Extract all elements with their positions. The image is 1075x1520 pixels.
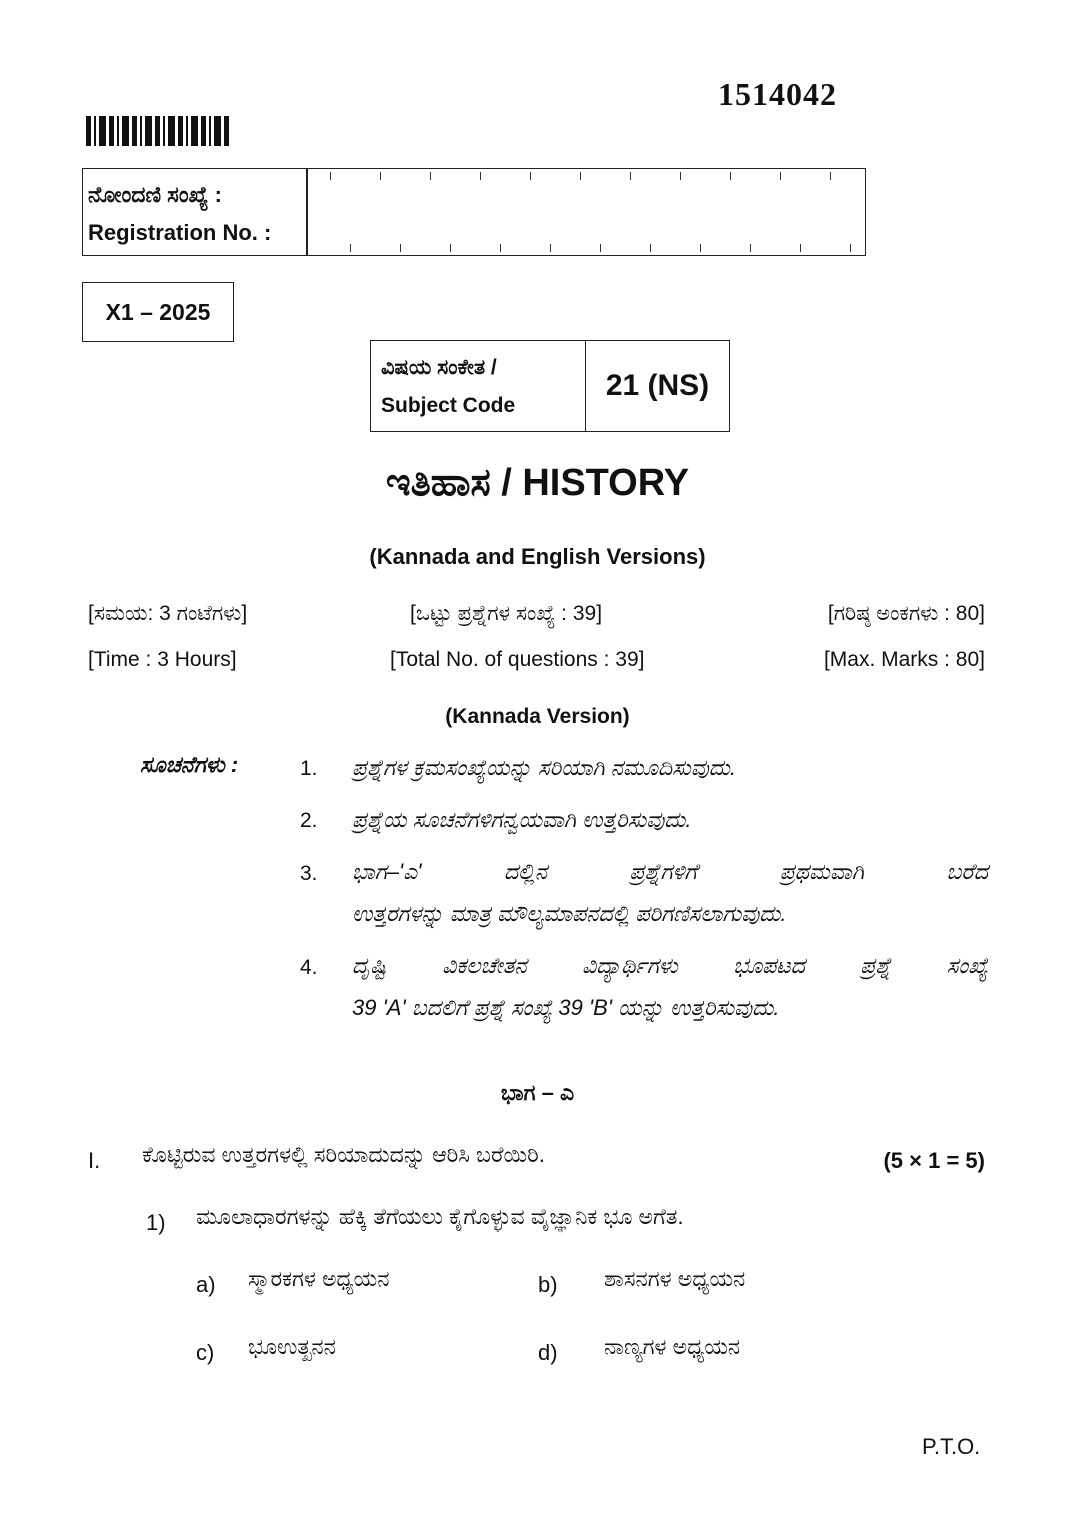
time-kn: [ಸಮಯ: 3 ಗಂಟೆಗಳು]	[88, 602, 248, 625]
subject-code-label-kn: ವಿಷಯ ಸಂಕೇತ /	[381, 356, 497, 379]
instruction-number: 2.	[300, 809, 318, 832]
page-turn-over: P.T.O.	[922, 1434, 981, 1459]
part-label: ಭಾಗ – ಎ	[500, 1080, 575, 1105]
registration-tick	[800, 244, 801, 252]
section-marks: (5 × 1 = 5)	[883, 1148, 985, 1173]
marks-kn: [ಗರಿಷ್ಠ ಅಂಕಗಳು : 80]	[827, 602, 985, 625]
registration-tick	[550, 244, 551, 252]
registration-tick	[680, 172, 681, 180]
time-en: [Time : 3 Hours]	[88, 648, 237, 671]
subject-code-label	[371, 341, 586, 431]
registration-tick	[730, 172, 731, 180]
instruction-text: ಭಾಗ–'ಎ' ದಲ್ಲಿನ ಪ್ರಶ್ನೆಗಳಿಗೆ ಪ್ರಥಮವಾಗಿ ಬರೆದ	[352, 859, 988, 884]
barcode-icon	[86, 116, 232, 146]
instruction-text: 39 'A' ಬದಲಿಗೆ ಪ್ರಶ್ನೆ ಸಂಖ್ಯೆ 39 'B' ಯನ್ನು ಉತ್ತರಿಸುವುದು.	[352, 995, 780, 1020]
instructions-title: ಸೂಚನೆಗಳು :	[140, 752, 239, 777]
registration-tick	[450, 244, 451, 252]
registration-number-field[interactable]	[310, 172, 862, 252]
registration-tick	[580, 172, 581, 180]
registration-divider	[306, 168, 308, 256]
questions-en: [Total No. of questions : 39]	[390, 648, 645, 671]
registration-tick	[400, 244, 401, 252]
instruction-number: 3.	[300, 862, 318, 885]
option-text: ಸ್ಮಾರಕಗಳ ಅಧ್ಯಯನ	[248, 1266, 390, 1291]
registration-label	[88, 176, 308, 252]
option-text: ನಾಣ್ಯಗಳ ಅಧ್ಯಯನ	[604, 1334, 741, 1359]
registration-tick	[600, 244, 601, 252]
registration-tick	[850, 244, 851, 252]
question-number: 1)	[146, 1210, 166, 1235]
page-subtitle: (Kannada and English Versions)	[369, 544, 706, 569]
option-label: c)	[196, 1340, 215, 1365]
marks-en: [Max. Marks : 80]	[823, 648, 985, 671]
option-label: b)	[538, 1272, 558, 1297]
registration-tick	[700, 244, 701, 252]
section-number: I.	[88, 1148, 101, 1173]
registration-tick	[650, 244, 651, 252]
registration-tick	[380, 172, 381, 180]
registration-tick	[330, 172, 331, 180]
section-instruction: ಕೊಟ್ಟಿರುವ ಉತ್ತರಗಳಲ್ಲಿ ಸರಿಯಾದುದನ್ನು ಆರಿಸಿ ಬರೆಯಿರಿ.	[142, 1142, 545, 1167]
registration-label-en: Registration No. :	[88, 220, 272, 245]
registration-tick	[780, 172, 781, 180]
serial-number: 1514042	[718, 76, 837, 112]
subject-code-value: 21 (NS)	[605, 369, 710, 402]
option-label: a)	[196, 1272, 216, 1297]
registration-tick	[350, 244, 351, 252]
instruction-number: 1.	[300, 757, 318, 780]
option-label: d)	[538, 1340, 558, 1365]
option-text: ಭೂಉತ್ಖನನ	[248, 1334, 336, 1359]
instruction-text: ಉತ್ತರಗಳನ್ನು ಮಾತ್ರ ಮೌಲ್ಯಮಾಪನದಲ್ಲಿ ಪರಿಗಣಿಸಲಾಗುವುದು.	[352, 901, 787, 926]
registration-tick	[430, 172, 431, 180]
registration-label-kn: ನೋಂದಣಿ ಸಂಖ್ಯೆ :	[88, 182, 222, 207]
instruction-number: 4.	[300, 956, 318, 979]
instruction-text: ಪ್ರಶ್ನೆಗಳ ಕ್ರಮಸಂಖ್ಯೆಯನ್ನು ಸರಿಯಾಗಿ ನಮೂದಿಸುವುದು.	[352, 755, 737, 780]
instruction-text: ಪ್ರಶ್ನೆಯ ಸೂಚನೆಗಳಿಗನ್ವಯವಾಗಿ ಉತ್ತರಿಸುವುದು.	[352, 807, 692, 832]
registration-tick	[830, 172, 831, 180]
registration-tick	[530, 172, 531, 180]
subject-code-box	[370, 340, 730, 432]
registration-tick	[500, 244, 501, 252]
registration-tick	[630, 172, 631, 180]
exam-code-box: X1 – 2025	[82, 282, 234, 342]
registration-tick	[480, 172, 481, 180]
questions-kn: [ಒಟ್ಟು ಪ್ರಶ್ನೆಗಳ ಸಂಖ್ಯೆ : 39]	[410, 602, 603, 625]
subject-code-label-en: Subject Code	[381, 394, 516, 417]
registration-tick	[750, 244, 751, 252]
option-text: ಶಾಸನಗಳ ಅಧ್ಯಯನ	[604, 1266, 746, 1291]
page-title: ಇತಿಹಾಸ / HISTORY	[385, 462, 690, 504]
question-text: ಮೂಲಾಧಾರಗಳನ್ನು ಹೆಕ್ಕಿ ತೆಗೆಯಲು ಕೈಗೊಳ್ಳುವ ವೈಜ್ಞಾನಿಕ ಭೂ ಅಗೆತ.	[196, 1204, 684, 1229]
instruction-text: ದೃಷ್ಟಿ ವಿಕಲಚೇತನ ವಿದ್ಯಾರ್ಥಿಗಳು ಭೂಪಟದ ಪ್ರಶ್ನೆ ಸಂಖ್ಯೆ	[352, 953, 988, 978]
version-label: (Kannada Version)	[445, 705, 630, 728]
